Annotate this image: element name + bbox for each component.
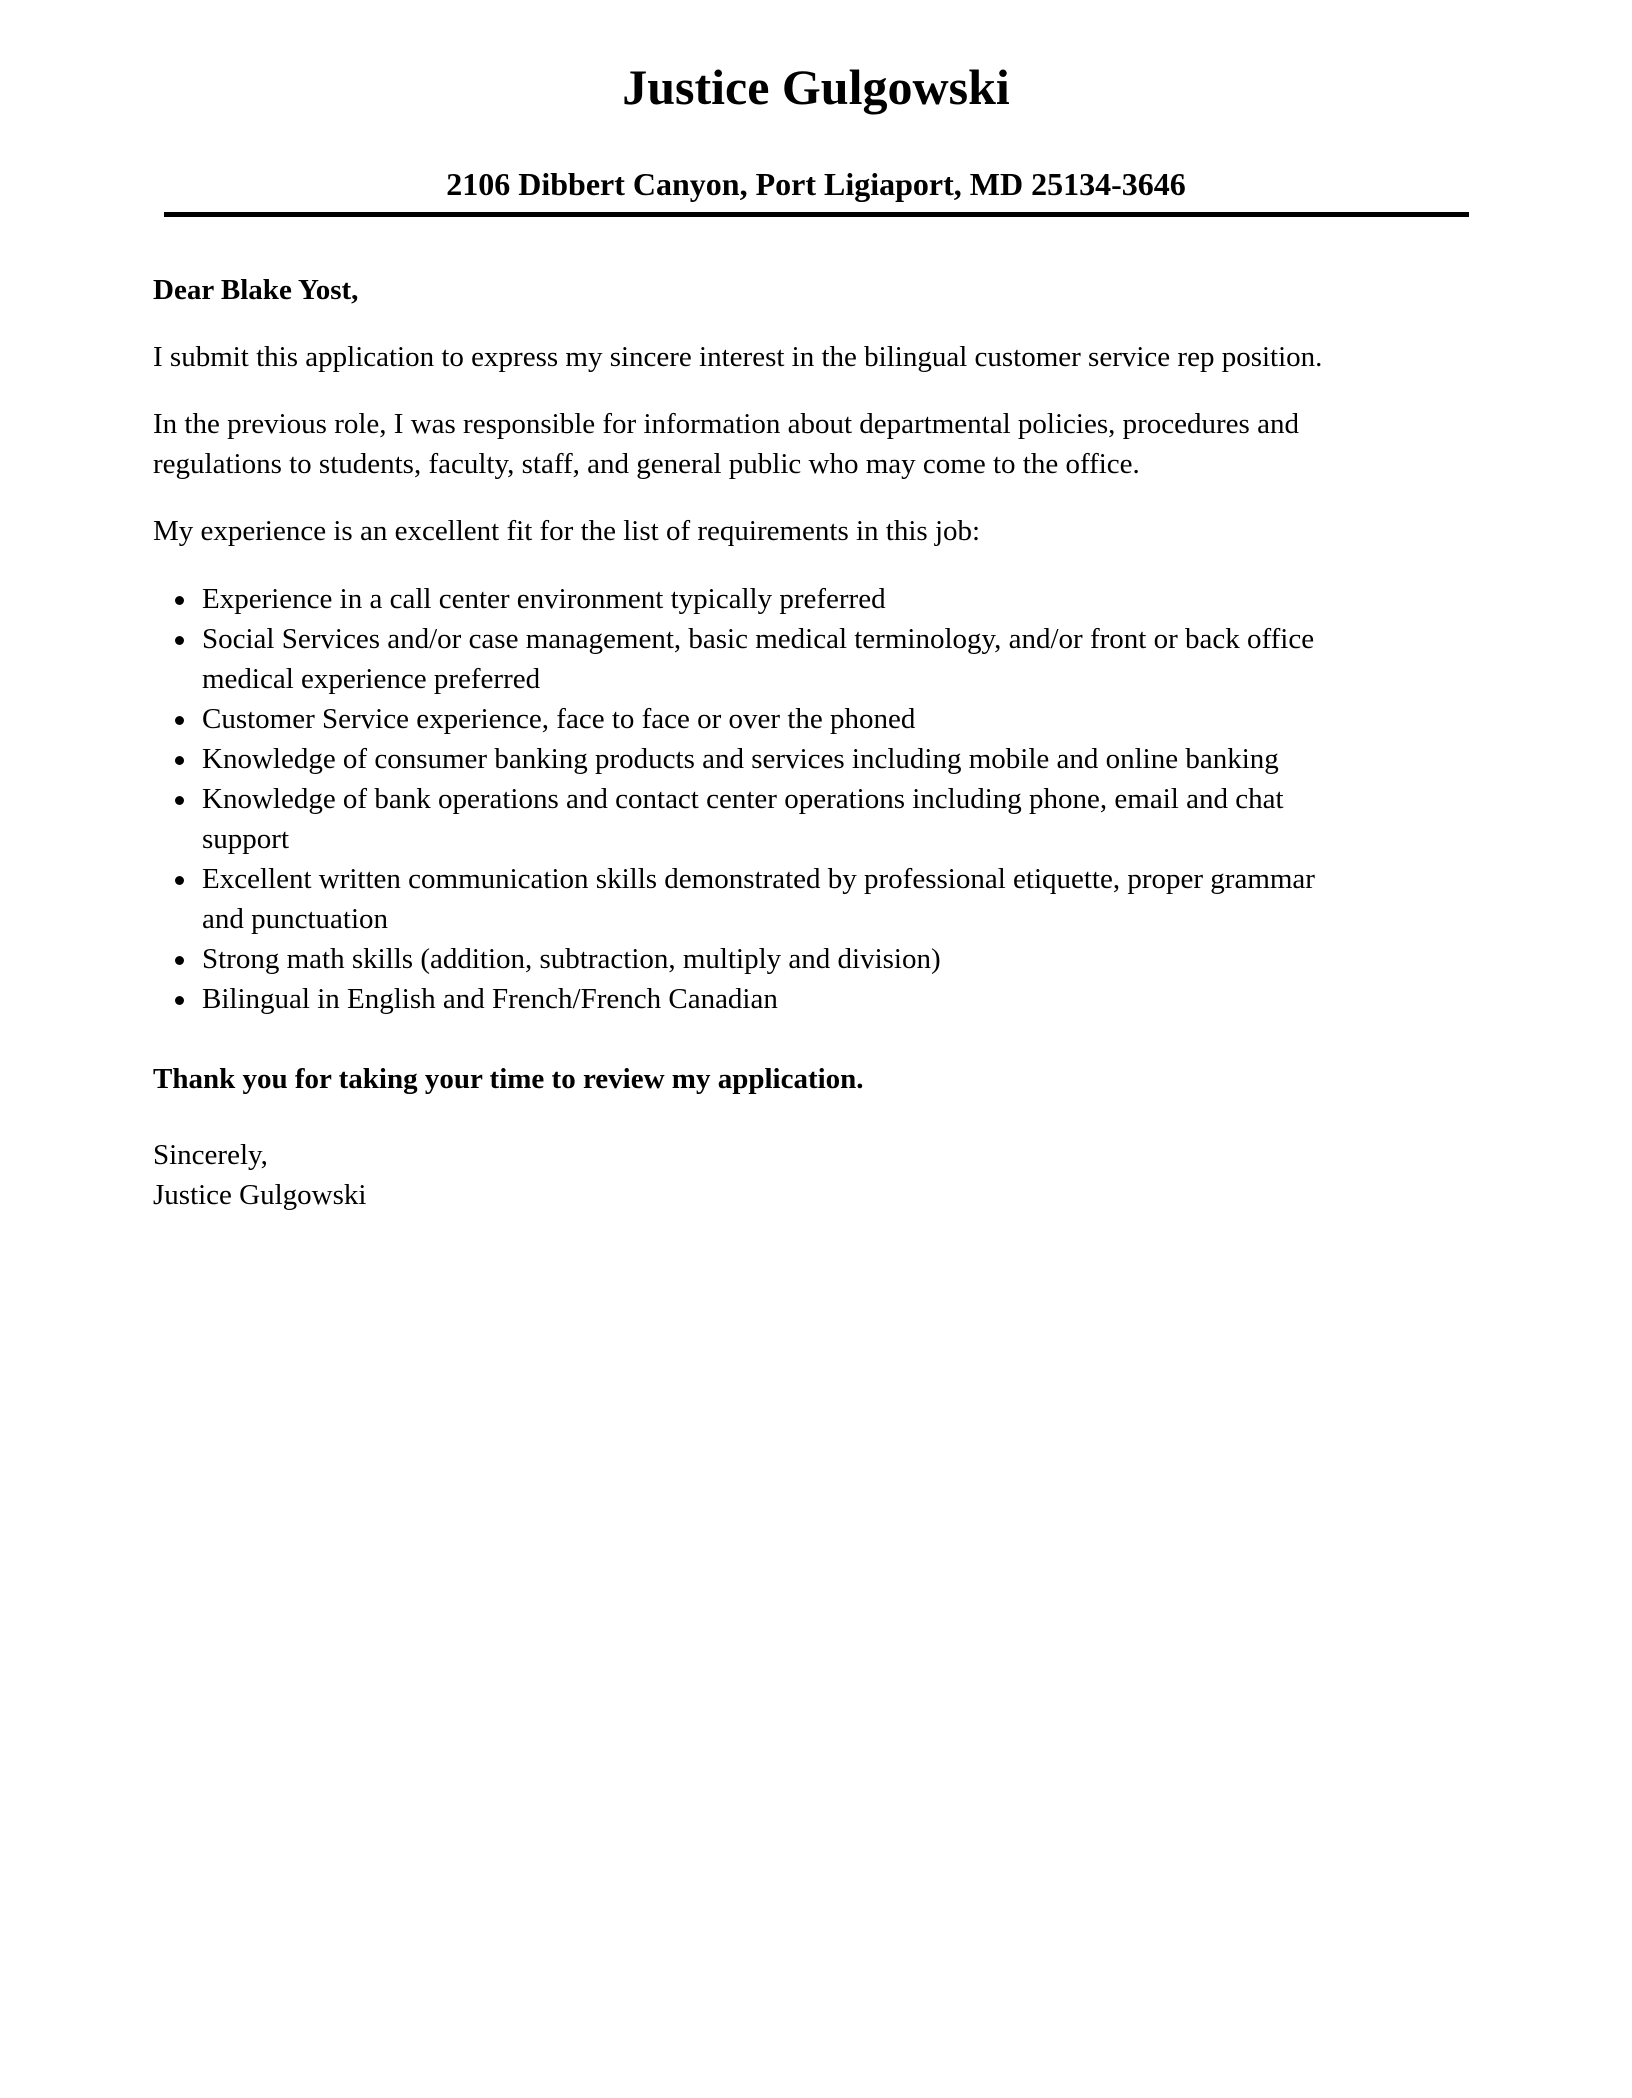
paragraph [153,404,1497,484]
text-line: medical experience preferred [202,663,541,695]
applicant-address: 2106 Dibbert Canyon, Port Ligiaport, MD 25134-3646 [446,166,1186,202]
paragraphs-section [153,337,1497,551]
bullet-icon [175,956,184,965]
salutation: Dear Blake Yost, [153,274,359,306]
text-line: Strong math skills (addition, subtraction, multiply and division) [202,943,941,975]
bullet-icon [175,716,184,725]
text-line: Social Services and/or case management, basic medical terminology, and/or front or back office [202,623,1315,655]
bullet-icon [175,876,184,885]
text-line: regulations to students, faculty, staff, and general public who may come to the office. [153,448,1140,480]
requirement-list-item [202,859,1497,939]
requirement-text [202,779,1497,859]
bullet-icon [175,996,184,1005]
requirement-list-item [202,739,1497,779]
text-line: Justice Gulgowski [153,1179,367,1211]
text-line: Experience in a call center environment typically preferred [202,583,886,615]
requirement-text [202,699,1497,739]
requirement-list-item [202,779,1497,859]
bullet-icon [175,796,184,805]
text-line: Excellent written communication skills demonstrated by professional etiquette, proper grammar [202,863,1315,895]
bullet-icon [175,596,184,605]
text-line: Bilingual in English and French/French Canadian [202,983,778,1015]
paragraph [153,337,1497,377]
text-line: Knowledge of bank operations and contact center operations including phone, email and chat [202,783,1284,815]
requirement-text [202,979,1497,1019]
letter-body [153,270,1497,1215]
text-line: Customer Service experience, face to face or over the phoned [202,703,916,735]
text-line: Knowledge of consumer banking products and services including mobile and online banking [202,743,1279,775]
requirement-text [202,939,1497,979]
text-line: Sincerely, [153,1139,268,1171]
requirement-text [202,859,1497,939]
requirement-list-item [202,939,1497,979]
text-line: and punctuation [202,903,389,935]
requirement-list-item [202,699,1497,739]
text-line: I submit this application to express my sincere interest in the bilingual customer service rep position. [153,341,1323,373]
text-line: support [202,823,289,855]
paragraph [153,511,1497,551]
requirement-text [202,579,1497,619]
signoff [153,1135,1497,1215]
requirement-list-item [202,979,1497,1019]
requirement-list-item [202,619,1497,699]
applicant-name: Justice Gulgowski [622,59,1010,115]
bullet-icon [175,636,184,645]
requirement-text [202,619,1497,699]
closing-note: Thank you for taking your time to review my application. [153,1063,864,1095]
header-divider [164,212,1469,217]
requirement-text [202,739,1497,779]
requirements-bullet-list [153,579,1497,1019]
text-line: My experience is an excellent fit for the list of requirements in this job: [153,515,981,547]
text-line: In the previous role, I was responsible for information about departmental policies, procedures and [153,408,1299,440]
bullet-icon [175,756,184,765]
requirement-list-item [202,579,1497,619]
